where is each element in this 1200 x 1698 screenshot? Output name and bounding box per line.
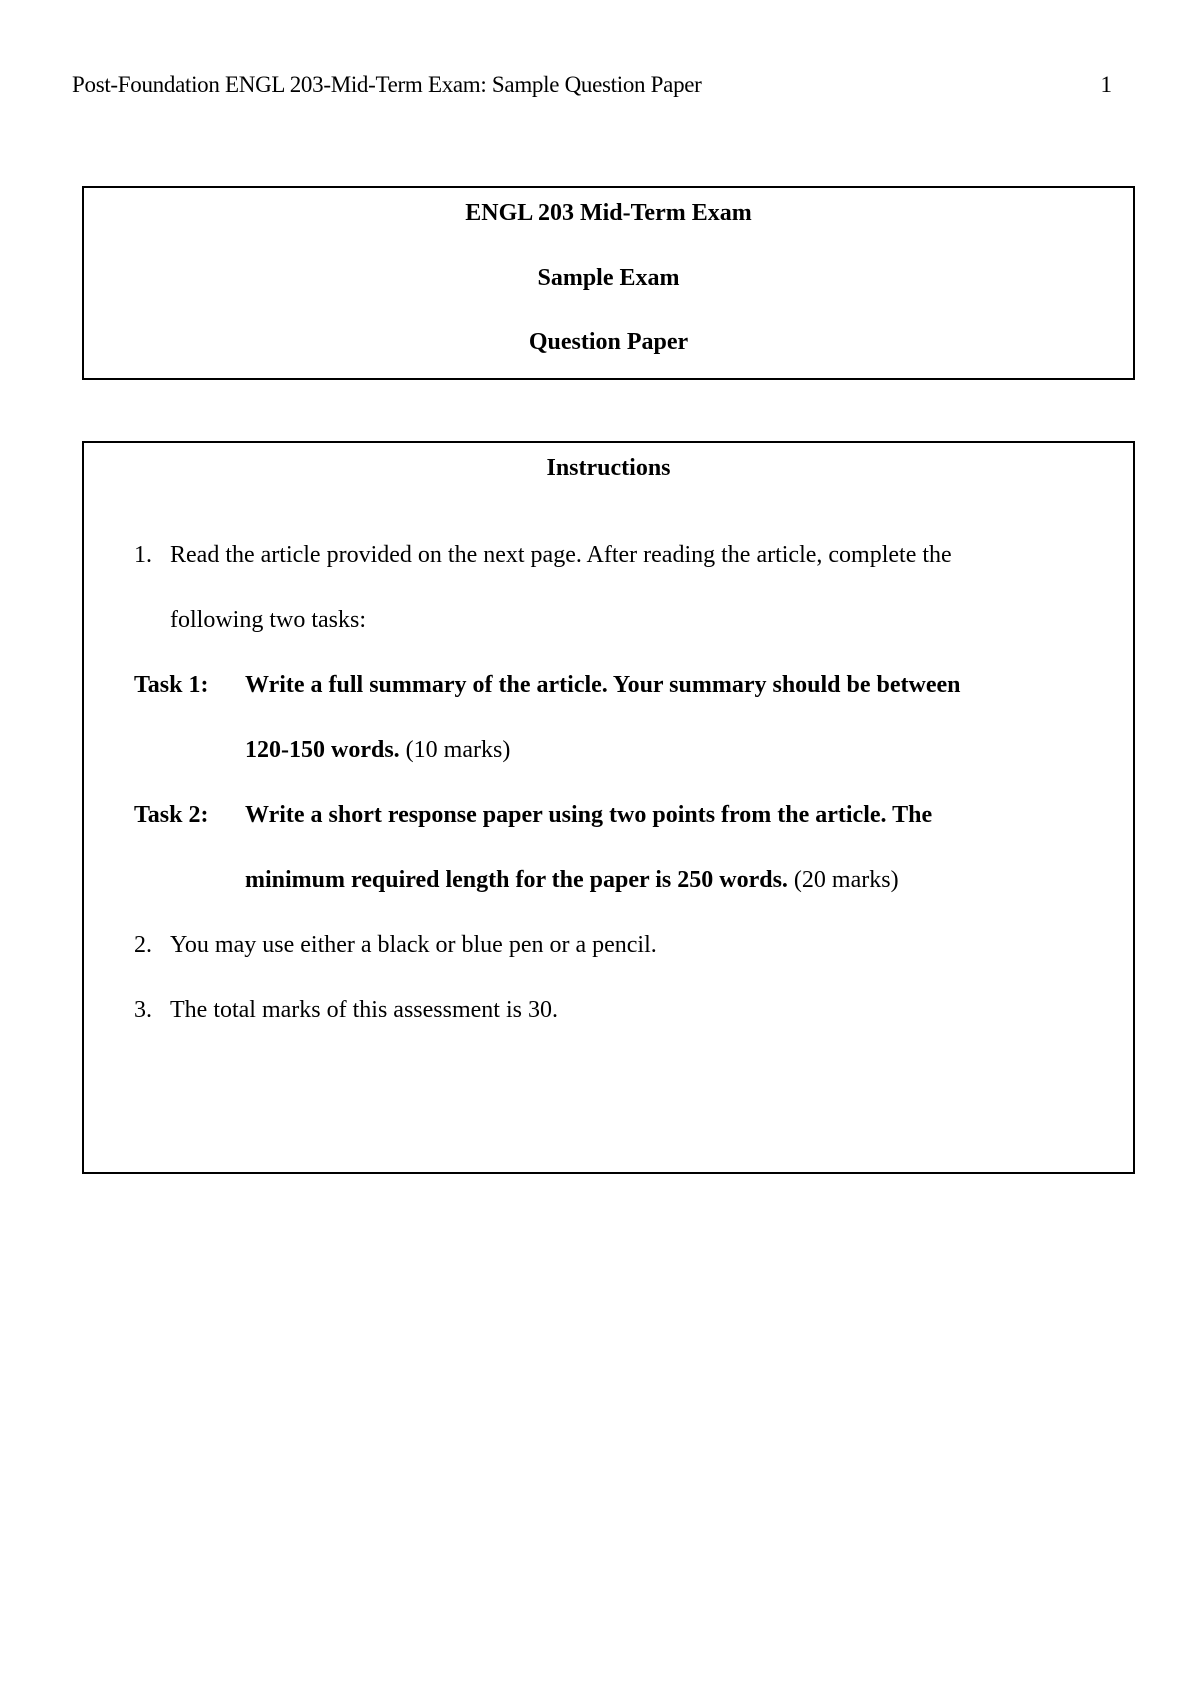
item-number: 1. bbox=[134, 542, 152, 568]
title-box bbox=[82, 186, 1135, 380]
exam-subtitle: Sample Exam bbox=[537, 265, 680, 291]
exam-title: ENGL 203 Mid-Term Exam bbox=[465, 200, 752, 226]
instructions-heading: Instructions bbox=[546, 455, 671, 481]
item-number: 2. bbox=[134, 932, 152, 958]
item-text-line: Read the article provided on the next page. After reading the article, complete the bbox=[170, 542, 952, 568]
task-marks: (10 marks) bbox=[399, 737, 511, 763]
task-text-line: Write a short response paper using two points from the article. The bbox=[245, 802, 933, 828]
task-text-line bbox=[245, 867, 899, 894]
running-header bbox=[72, 72, 1112, 102]
task-text-line bbox=[245, 737, 510, 764]
task-marks: (20 marks) bbox=[787, 867, 899, 893]
running-title: Post-Foundation ENGL 203-Mid-Term Exam: Sample Question Paper bbox=[72, 72, 702, 97]
item-text-line: You may use either a black or blue pen or a pencil. bbox=[170, 932, 657, 958]
task-word-limit: 120-150 words. bbox=[245, 737, 400, 763]
instructions-box bbox=[82, 441, 1135, 1174]
task-label: Task 2: bbox=[134, 802, 209, 828]
task-label: Task 1: bbox=[134, 672, 209, 698]
page-number: 1 bbox=[1100, 72, 1112, 97]
item-number: 3. bbox=[134, 997, 152, 1023]
item-text-line: following two tasks: bbox=[170, 607, 366, 633]
item-text-line: The total marks of this assessment is 30. bbox=[170, 997, 558, 1023]
task-word-limit: minimum required length for the paper is 250 words. bbox=[245, 867, 788, 893]
paper-type: Question Paper bbox=[528, 329, 689, 355]
task-text-line: Write a full summary of the article. Your summary should be between bbox=[245, 672, 961, 698]
